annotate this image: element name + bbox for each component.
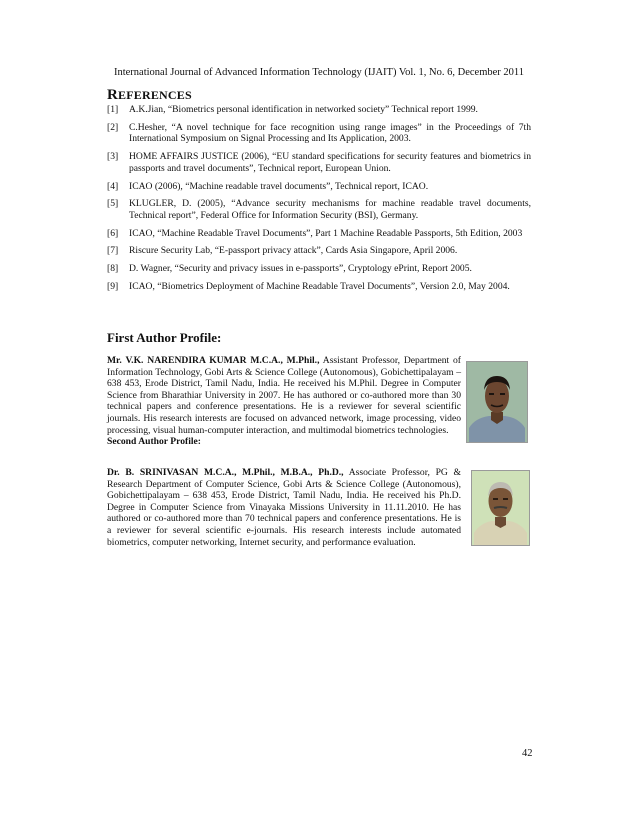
- reference-number: [9]: [107, 281, 119, 293]
- reference-item: [107, 151, 531, 174]
- reference-number: [5]: [107, 198, 119, 210]
- reference-item: [107, 122, 531, 145]
- second-author-bio: [107, 467, 461, 548]
- references-list: [107, 104, 531, 299]
- reference-text: ICAO, “Machine Readable Travel Documents”, Part 1 Machine Readable Passports, 5th Edition, 2003: [129, 227, 523, 239]
- second-author-heading: Second Author Profile:: [107, 436, 201, 448]
- reference-text: ICAO (2006), “Machine readable travel documents”, Technical report, ICAO.: [129, 180, 429, 192]
- first-author-heading: First Author Profile:: [107, 330, 222, 345]
- references-heading-initial: R: [107, 87, 119, 103]
- references-heading-rest: EFERENCES: [118, 88, 192, 102]
- reference-text: D. Wagner, “Security and privacy issues in e-passports”, Cryptology ePrint, Report 2005.: [129, 263, 472, 275]
- reference-number: [1]: [107, 104, 119, 115]
- reference-text: C.Hesher, “A novel technique for face recognition using range images” in the Proceedings of 7th International Symposium on Signal Processing and Its Application, 2003.: [129, 121, 531, 145]
- reference-item: [107, 245, 531, 257]
- second-author-bio-text: Associate Professor, PG & Research Department of Computer Science, Gobi Arts & Science College (Autonomous), Gobichettipalayam – 638 453, Erode District, Tamil Nadu, India. He received his Ph.D. Degree in Computer Science from Vinayaka Missions University in 11.11.2010. He has authored or co-authored more than 70 technical papers and conference presentations. He is a reviewer for several scientific e-journals. His research interests include automated biometrics, computer networking, Internet security, and performance evaluation.: [107, 467, 461, 548]
- references-heading: [107, 87, 192, 104]
- reference-number: [3]: [107, 151, 119, 163]
- reference-number: [4]: [107, 180, 119, 192]
- reference-item: [107, 198, 531, 221]
- first-author-bio: [107, 355, 461, 448]
- second-author-name: Dr. B. SRINIVASAN M.C.A., M.Phil., M.B.A., Ph.D.,: [107, 467, 344, 478]
- reference-number: [6]: [107, 227, 119, 239]
- portrait-image: [467, 362, 527, 442]
- reference-number: [2]: [107, 121, 119, 133]
- reference-text: Riscure Security Lab, “E-passport privacy attack”, Cards Asia Singapore, April 2006.: [129, 245, 458, 257]
- journal-header: International Journal of Advanced Information Technology (IJAIT) Vol. 1, No. 6, December 2011: [113, 67, 525, 78]
- reference-item: [107, 181, 531, 193]
- reference-item: [107, 104, 531, 116]
- reference-item: [107, 281, 531, 293]
- second-author-photo: [471, 470, 530, 546]
- reference-text: HOME AFFAIRS JUSTICE (2006), “EU standard specifications for security features and biometrics in passports and travel documents”, Technical report, European Union.: [129, 151, 531, 174]
- first-author-photo: [466, 361, 528, 443]
- first-author-bio-text: Assistant Professor, Department of Information Technology, Gobi Arts & Science College (Autonomous), Gobichettipalayam – 638 453, Erode District, Tamil Nadu, India. He received his M.Phil. Degree in Computer Science from Bharathiar University in 2007. He has authored or co-authored more than 30 technical papers and conference presentations. He is a reviewer for several scientific journals. His research interests are focused on advanced network, image processing, video processing, visual human-computer interaction, and multimodal biometrics technologies.: [107, 355, 461, 436]
- first-author-name: Mr. V.K. NARENDIRA KUMAR M.C.A., M.Phil.,: [107, 355, 320, 366]
- portrait-image: [472, 471, 529, 545]
- reference-item: [107, 228, 531, 240]
- reference-number: [8]: [107, 263, 119, 275]
- reference-number: [7]: [107, 245, 119, 257]
- page-number: 42: [522, 748, 533, 759]
- reference-text: ICAO, “Biometrics Deployment of Machine Readable Travel Documents”, Version 2.0, May 2004.: [129, 281, 510, 293]
- reference-text: A.K.Jian, “Biometrics personal identification in networked society” Technical report 1999.: [129, 104, 478, 115]
- reference-text: KLUGLER, D. (2005), “Advance security mechanisms for machine readable travel documents, Technical report”, Federal Office for Information Security (BSI), Germany.: [129, 198, 531, 221]
- reference-item: [107, 263, 531, 275]
